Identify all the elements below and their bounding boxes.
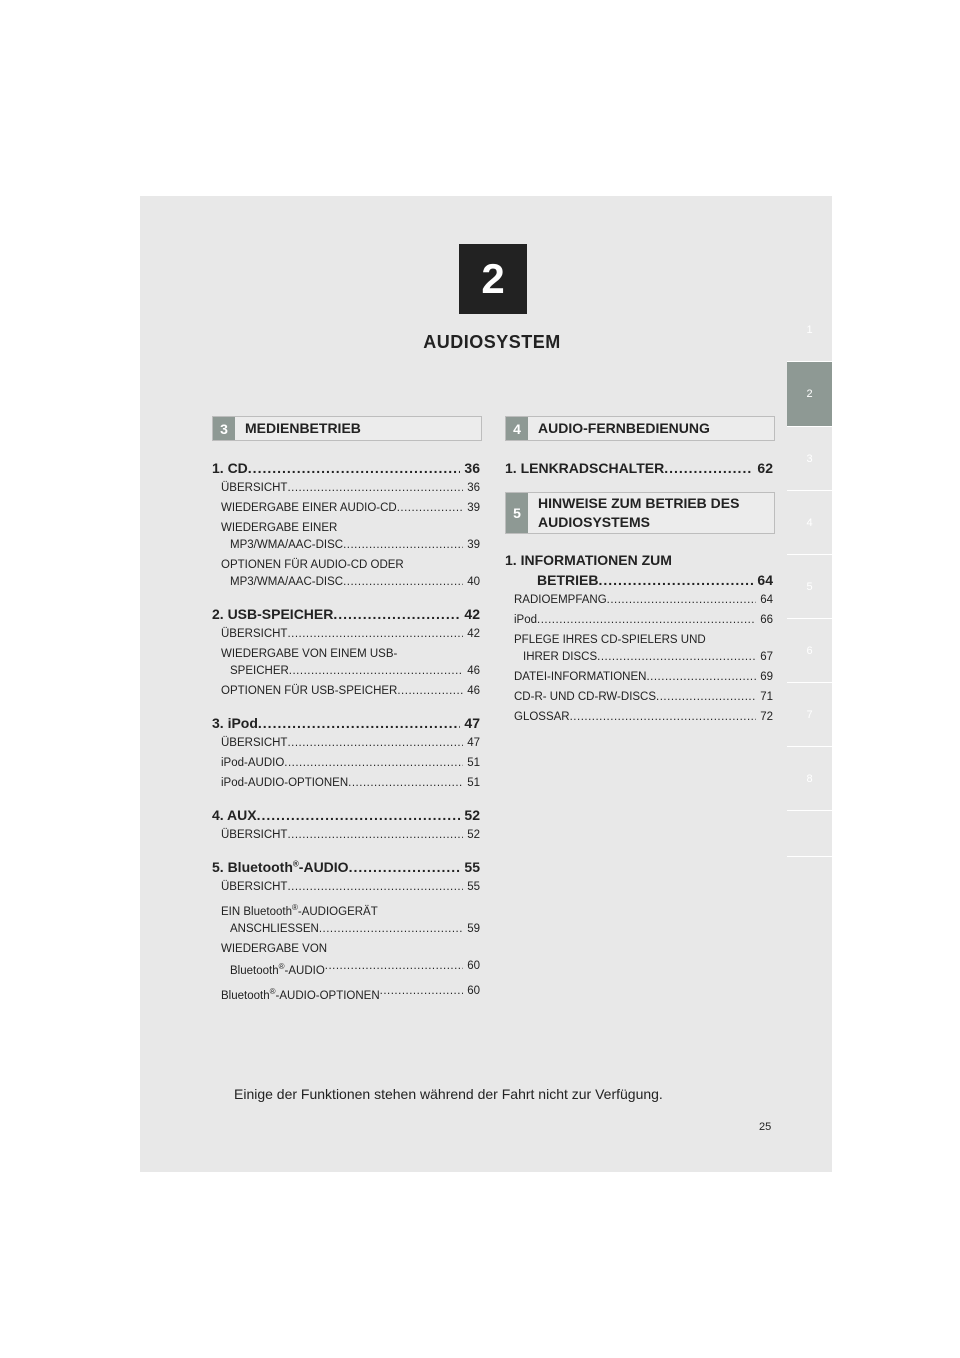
toc-entry-usb[interactable]: 2. USB-SPEICHER ..... 42 (212, 606, 480, 622)
tab-2[interactable]: 2 (787, 362, 832, 427)
toc-subentry[interactable]: OPTIONEN FÜR USB-SPEICHER ..... 46 (221, 684, 480, 699)
tab-6[interactable]: 6 (787, 619, 832, 683)
section-3-label: MEDIENBETRIEB (245, 420, 361, 436)
chapter-tabs (787, 298, 832, 857)
tab-4[interactable]: 4 (787, 491, 832, 555)
toc-subentry[interactable]: Bluetooth®-AUDIO ..... 60 (221, 959, 480, 979)
toc-subentry[interactable]: ÜBERSICHT ..... 52 (221, 828, 480, 843)
section-4-header (505, 416, 775, 441)
section-4-label: AUDIO-FERNBEDIENUNG (538, 420, 710, 436)
tab-3[interactable]: 3 (787, 427, 832, 491)
section-5-header (505, 492, 775, 534)
toc-entry-bluetooth[interactable]: 5. Bluetooth®-AUDIO ..... 55 (212, 859, 480, 875)
toc-subentry[interactable]: DATEI-INFORMATIONEN ..... 69 (514, 670, 773, 685)
toc-subentry[interactable]: GLOSSAR ..... 72 (514, 710, 773, 725)
section-3-header (212, 416, 482, 441)
toc-subentry[interactable]: ÜBERSICHT ..... 55 (221, 880, 480, 895)
toc-entry-cd[interactable]: 1. CD ..... 36 (212, 460, 480, 476)
toc-subentry[interactable]: WIEDERGABE EINER AUDIO-CD ..... 39 (221, 501, 480, 516)
toc-subentry[interactable]: ANSCHLIESSEN ..... 59 (221, 922, 480, 937)
toc-subentry-line1: WIEDERGABE EINER (221, 522, 338, 534)
toc-subentry[interactable]: iPod ..... 66 (514, 613, 773, 628)
toc-subentry[interactable]: iPod-AUDIO ..... 51 (221, 756, 480, 771)
toc-subentry[interactable]: iPod-AUDIO-OPTIONEN ..... 51 (221, 776, 480, 791)
toc-subentry[interactable]: MP3/WMA/AAC-DISC ..... 40 (221, 575, 480, 590)
toc-entry-info-line1: 1. INFORMATIONEN ZUM (505, 552, 672, 568)
toc-subentry[interactable]: ÜBERSICHT ..... 36 (221, 481, 480, 496)
toc-subentry[interactable]: Bluetooth®-AUDIO-OPTIONEN ..... 60 (221, 984, 480, 1004)
tab-8[interactable]: 8 (787, 747, 832, 811)
tab-blank (787, 811, 832, 857)
tab-7[interactable]: 7 (787, 683, 832, 747)
toc-left-column (212, 446, 480, 1003)
toc-subentry[interactable]: ÜBERSICHT ..... 47 (221, 736, 480, 751)
toc-subentry[interactable]: CD-R- UND CD-RW-DISCS ..... 71 (514, 690, 773, 705)
tab-5[interactable]: 5 (787, 555, 832, 619)
toc-subentry[interactable]: MP3/WMA/AAC-DISC ..... 39 (221, 538, 480, 553)
toc-subentry-line1: WIEDERGABE VON (221, 942, 328, 955)
toc-subentry-line1: EIN Bluetooth®-AUDIOGERÄT (221, 903, 378, 918)
toc-subentry[interactable]: IHRER DISCS ..... 67 (514, 650, 773, 665)
section-5-number: 5 (506, 493, 528, 533)
page-number: 25 (759, 1121, 772, 1133)
section-4-number: 4 (506, 417, 528, 440)
toc-entry-info[interactable]: BETRIEB ..... 64 (505, 572, 773, 588)
toc-entry-aux[interactable]: 4. AUX ..... 52 (212, 807, 480, 823)
chapter-title: AUDIOSYSTEM (423, 332, 561, 352)
toc-subentry[interactable]: ÜBERSICHT ..... 42 (221, 627, 480, 642)
toc-subentry[interactable]: SPEICHER ..... 46 (221, 664, 480, 679)
toc-subentry-line1: WIEDERGABE VON EINEM USB- (221, 648, 398, 660)
toc-subentry-line1: OPTIONEN FÜR AUDIO-CD ODER (221, 559, 404, 571)
tab-1[interactable]: 1 (787, 298, 832, 362)
toc-right-column-2 (505, 538, 773, 725)
toc-entry-lenkradschalter[interactable]: 1. LENKRADSCHALTER ..... 62 (505, 460, 773, 476)
footnote: Einige der Funktionen stehen während der Fahrt nicht zur Verfügung. (234, 1086, 663, 1102)
toc-subentry-line1: PFLEGE IHRES CD-SPIELERS UND (514, 634, 706, 646)
toc-subentry[interactable]: RADIOEMPFANG ..... 64 (514, 593, 773, 608)
toc-right-column (505, 446, 773, 476)
chapter-number: 2 (459, 244, 527, 314)
toc-entry-ipod[interactable]: 3. iPod ..... 47 (212, 715, 480, 731)
section-3-number: 3 (213, 417, 235, 440)
section-5-label: HINWEISE ZUM BETRIEB DES AUDIOSYSTEMS (538, 495, 740, 530)
